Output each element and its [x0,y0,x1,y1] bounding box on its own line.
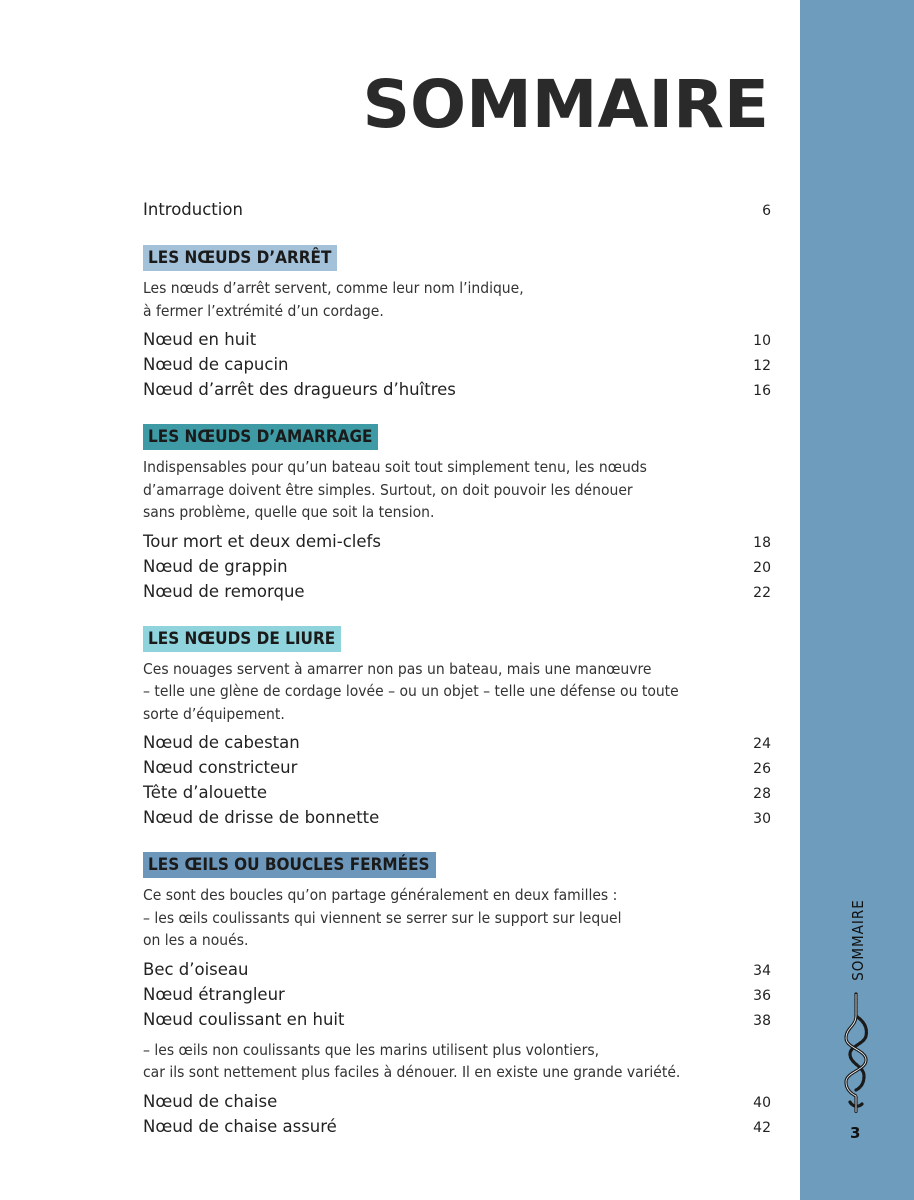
toc-entry[interactable] [143,378,771,403]
table-of-contents [143,198,771,1161]
entry-label: Nœud de chaise assuré [143,1116,337,1136]
toc-entry[interactable] [143,731,771,756]
description-line: Ces nouages servent à amarrer non pas un bateau, mais une manœuvre [143,659,652,678]
side-label: SOMMAIRE [849,899,867,981]
description-line: Les nœuds d’arrêt servent, comme leur nom l’indique, [143,279,524,297]
entry-page: 30 [753,811,771,827]
description-line: Ce sont des boucles qu’on partage généralement en deux familles : [143,886,618,904]
toc-section [143,424,771,605]
section-description [143,884,771,952]
toc-entry[interactable] [143,353,771,378]
section-description [143,277,771,322]
description-line: Indispensables pour qu’un bateau soit tout simplement tenu, les nœuds [143,458,647,476]
section-heading: LES NŒUDS DE LIURE [143,626,341,652]
entry-page: 18 [753,534,771,551]
entry-label: Nœud de remorque [143,581,305,601]
toc-entry-introduction[interactable] [143,198,771,223]
entry-page: 10 [753,333,771,349]
description-line: sorte d’équipement. [143,704,285,723]
toc-entry[interactable] [143,1008,771,1033]
entry-label: Nœud en huit [143,330,257,349]
entry-label: Nœud de capucin [143,355,289,374]
description-line: – les œils non coulissants que les marins utilisent plus volontiers, [143,1040,600,1059]
entry-page: 26 [753,761,771,777]
description-line: d’amarrage doivent être simples. Surtout, on doit pouvoir les dénouer [143,480,633,499]
toc-section [143,852,771,1140]
rope-knot-icon [840,990,872,1115]
section-description [143,658,771,726]
toc-entry[interactable] [143,781,771,806]
entry-page: 6 [762,203,771,219]
toc-entry[interactable] [143,958,771,983]
entry-label: Nœud de chaise [143,1091,278,1111]
page-title: SOMMAIRE [362,66,769,143]
entry-page: 24 [753,736,771,752]
section-description [143,1039,771,1084]
toc-section [143,626,771,832]
entry-page: 12 [753,358,771,374]
toc-entry[interactable] [143,328,771,353]
toc-entry[interactable] [143,530,771,555]
entry-label: Tête d’alouette [143,783,267,802]
entry-page: 16 [753,383,771,399]
entry-page: 28 [753,786,771,802]
entry-page: 38 [753,1012,771,1029]
toc-entry[interactable] [143,983,771,1008]
entry-label: Introduction [143,200,243,219]
toc-sections [143,245,771,1140]
entry-page: 40 [753,1094,771,1111]
description-line: – telle une glène de cordage lovée – ou un objet – telle une défense ou toute [143,682,679,700]
toc-entry[interactable] [143,756,771,781]
description-line: à fermer l’extrémité d’un cordage. [143,301,384,320]
entry-label: Nœud étrangleur [143,984,285,1004]
toc-entry[interactable] [143,580,771,605]
description-line: sans problème, quelle que soit la tension. [143,503,435,521]
toc-entry[interactable] [143,555,771,580]
entry-page: 22 [753,584,771,601]
description-line: on les a noués. [143,931,249,949]
entry-page: 34 [753,962,771,979]
entry-label: Nœud de drisse de bonnette [143,808,380,827]
section-heading: LES NŒUDS D’AMARRAGE [143,424,378,450]
description-line: car ils sont nettement plus faciles à dénouer. Il en existe une grande variété. [143,1063,681,1081]
toc-entry[interactable] [143,1090,771,1115]
toc-entry[interactable] [143,1115,771,1140]
section-description [143,456,771,524]
section-heading: LES ŒILS OU BOUCLES FERMÉES [143,852,436,878]
toc-section [143,245,771,403]
entry-label: Tour mort et deux demi-clefs [143,531,381,551]
description-line: – les œils coulissants qui viennent se serrer sur le support sur lequel [143,908,622,927]
toc-entry[interactable] [143,806,771,831]
section-heading: LES NŒUDS D’ARRÊT [143,245,337,271]
entry-label: Nœud de cabestan [143,733,300,752]
entry-label: Nœud de grappin [143,556,288,576]
entry-label: Bec d’oiseau [143,959,249,979]
entry-page: 42 [753,1119,771,1136]
entry-label: Nœud d’arrêt des dragueurs d’huîtres [143,380,456,399]
entry-page: 20 [753,559,771,576]
entry-label: Nœud coulissant en huit [143,1009,345,1029]
page-number: 3 [850,1124,861,1142]
entry-label: Nœud constricteur [143,758,298,777]
entry-page: 36 [753,987,771,1004]
